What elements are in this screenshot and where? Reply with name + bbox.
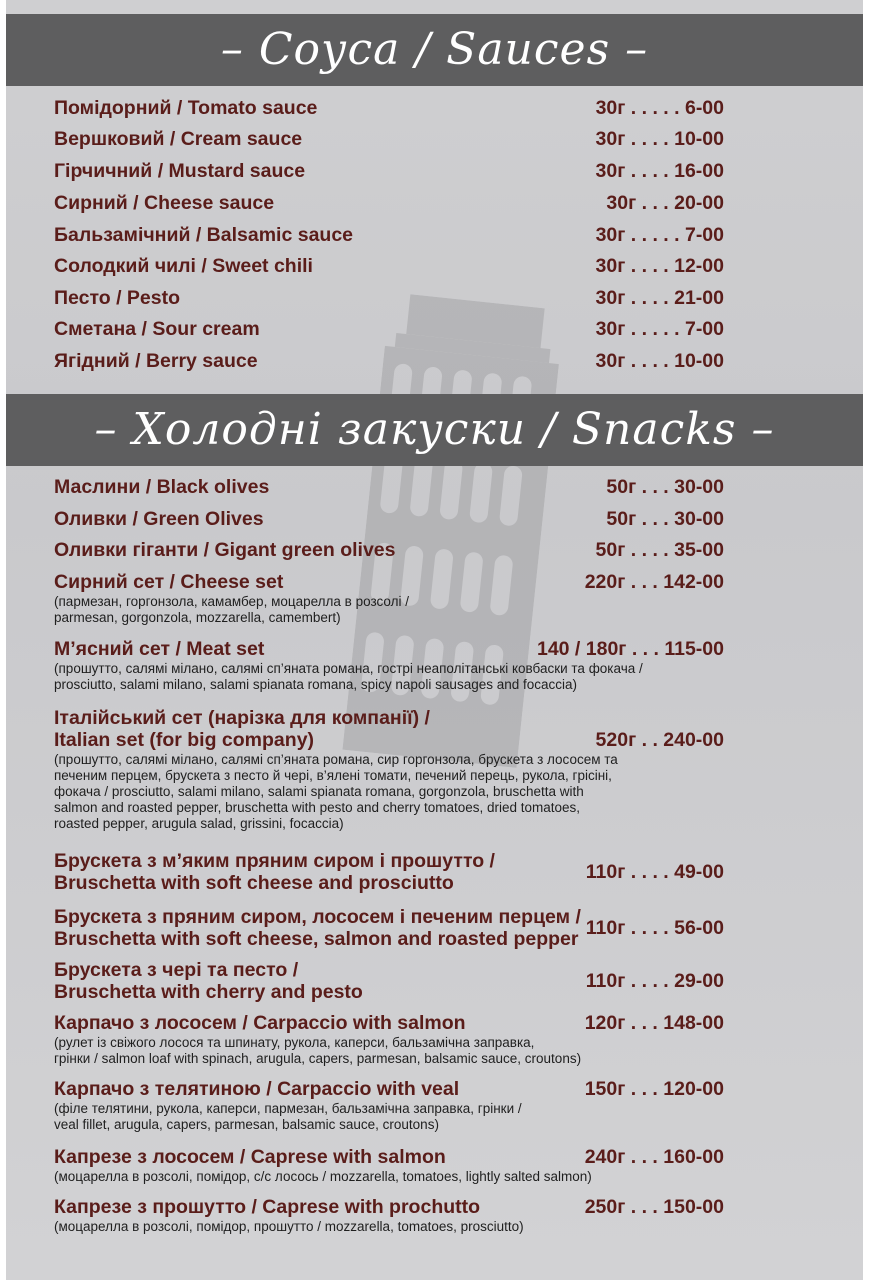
item-price: 150г . . . 120-00 [584, 1078, 724, 1100]
menu-item [54, 476, 724, 498]
item-name: Капрезе з прошутто / Caprese with prochutto [54, 1196, 481, 1218]
item-description: (філе телятини, рукола, каперси, пармезан, бальзамічна заправка, грінки / veal fillet, arugula, capers, parmesan, balsamic sauce, croutons) [54, 1101, 522, 1132]
item-price: 220г . . . 142-00 [584, 571, 724, 593]
item-description: (моцарелла в розсолі, помідор, с/с лосось / mozzarella, tomatoes, lightly salted salmon) [54, 1169, 592, 1184]
item-price: 50г . . . 30-00 [606, 508, 724, 530]
item-name: Карпачо з телятиною / Carpaccio with veal [54, 1078, 460, 1100]
item-price: 520г . . 240-00 [595, 729, 724, 751]
item-name: Бальзамічний / Balsamic sauce [54, 224, 354, 246]
item-price: 30г . . . . 10-00 [595, 128, 724, 150]
item-price: 110г . . . . 56-00 [585, 917, 724, 939]
item-price: 30г . . . . 12-00 [595, 255, 724, 277]
item-price: 50г . . . . 35-00 [595, 539, 724, 561]
item-description: (прошутто, салямі мілано, салямі сп’яната романа, гострі неаполітанські ковбаски та фокача / prosciutto, salami milano, salami spianata romana, spicy napoli sausages and focaccia) [54, 661, 643, 692]
menu-item [54, 1196, 724, 1235]
item-price: 120г . . . 148-00 [584, 1012, 724, 1034]
item-name: Солодкий чилі / Sweet chili [54, 255, 313, 277]
item-price: 30г . . . 20-00 [606, 192, 724, 214]
menu-item [54, 1146, 724, 1185]
item-name: Гірчичний / Mustard sauce [54, 160, 306, 182]
item-description: (прошутто, салямі мілано, салямі сп’яната романа, сир горгонзола, брускета з лососем та печеним перцем, брускета з песто й чері, в’ялені томати, печений перець, рукола, грісіні, фокача / prosciutto, salami milano, salami spianata romana, gorgonzola, bruschetta with salmon and roasted pepper, bruschetta with pesto and cherry tomatoes, dried tomatoes, roasted pepper, arugula salad, grissini, focaccia) [54, 752, 618, 831]
item-name: Сметана / Sour cream [54, 318, 260, 340]
item-price: 30г . . . . . 7-00 [595, 224, 724, 246]
menu-item [54, 97, 724, 119]
item-price: 110г . . . . 29-00 [585, 970, 724, 992]
item-name: М’ясний сет / Meat set [54, 638, 265, 660]
item-name: Оливки / Green Olives [54, 508, 264, 530]
menu-item [54, 1012, 724, 1067]
item-name: Помідорний / Tomato sauce [54, 97, 318, 119]
item-price: 30г . . . . 21-00 [595, 287, 724, 309]
section-title-sauces: – Соуса / Sauces – [6, 14, 863, 86]
item-name: Вершковий / Cream sauce [54, 128, 303, 150]
item-price: 30г . . . . 10-00 [595, 350, 724, 372]
item-name: Брускета з м’яким пряним сиром і прошутто / Bruschetta with soft cheese and prosciutto [54, 850, 495, 894]
menu-item [54, 571, 724, 626]
item-name: Брускета з чері та песто / Bruschetta with cherry and pesto [54, 959, 363, 1003]
menu-item [54, 539, 724, 561]
item-price: 240г . . . 160-00 [584, 1146, 724, 1168]
menu-item [54, 850, 724, 894]
item-name: Сирний / Cheese sauce [54, 192, 275, 214]
item-price: 30г . . . . . 6-00 [595, 97, 724, 119]
menu-item [54, 707, 724, 832]
item-name: Карпачо з лососем / Carpaccio with salmon [54, 1012, 466, 1034]
menu-item [54, 128, 724, 150]
item-name: Оливки гіганти / Gigant green olives [54, 539, 396, 561]
menu-item [54, 255, 724, 277]
item-description: (рулет із свіжого лосося та шпинату, рукола, каперси, бальзамічна заправка, грінки / salmon loaf with spinach, arugula, capers, parmesan, balsamic sauce, croutons) [54, 1035, 582, 1066]
item-price: 30г . . . . 16-00 [595, 160, 724, 182]
menu-page [6, 0, 863, 1280]
item-name: Брускета з пряним сиром, лососем і печеним перцем / Bruschetta with soft cheese, salmon and roasted pepper [54, 906, 581, 950]
item-price: 250г . . . 150-00 [584, 1196, 724, 1218]
menu-item [54, 192, 724, 214]
item-price: 30г . . . . . 7-00 [595, 318, 724, 340]
menu-item [54, 318, 724, 340]
item-price: 140 / 180г . . . 115-00 [536, 638, 724, 660]
item-description: (моцарелла в розсолі, помідор, прошутто / mozzarella, tomatoes, prosciutto) [54, 1219, 524, 1234]
menu-item [54, 906, 724, 950]
menu-item [54, 160, 724, 182]
item-description: (пармезан, горгонзола, камамбер, моцарелла в розсолі / parmesan, gorgonzola, mozzarella, camembert) [54, 594, 409, 625]
item-name: Маслини / Black olives [54, 476, 270, 498]
item-name: Капрезе з лососем / Caprese with salmon [54, 1146, 446, 1168]
section-title-snacks: – Холодні закуски / Snacks – [6, 394, 863, 466]
item-name: Італійський сет (нарізка для компанії) / Italian set (for big company) [54, 707, 430, 751]
item-price: 110г . . . . 49-00 [585, 861, 724, 883]
item-name: Ягідний / Berry sauce [54, 350, 258, 372]
menu-item [54, 638, 724, 693]
item-name: Сирний сет / Cheese set [54, 571, 284, 593]
menu-item [54, 959, 724, 1003]
menu-item [54, 350, 724, 372]
menu-item [54, 224, 724, 246]
item-price: 50г . . . 30-00 [606, 476, 724, 498]
menu-item [54, 508, 724, 530]
menu-item [54, 1078, 724, 1133]
menu-item [54, 287, 724, 309]
item-name: Песто / Pesto [54, 287, 181, 309]
